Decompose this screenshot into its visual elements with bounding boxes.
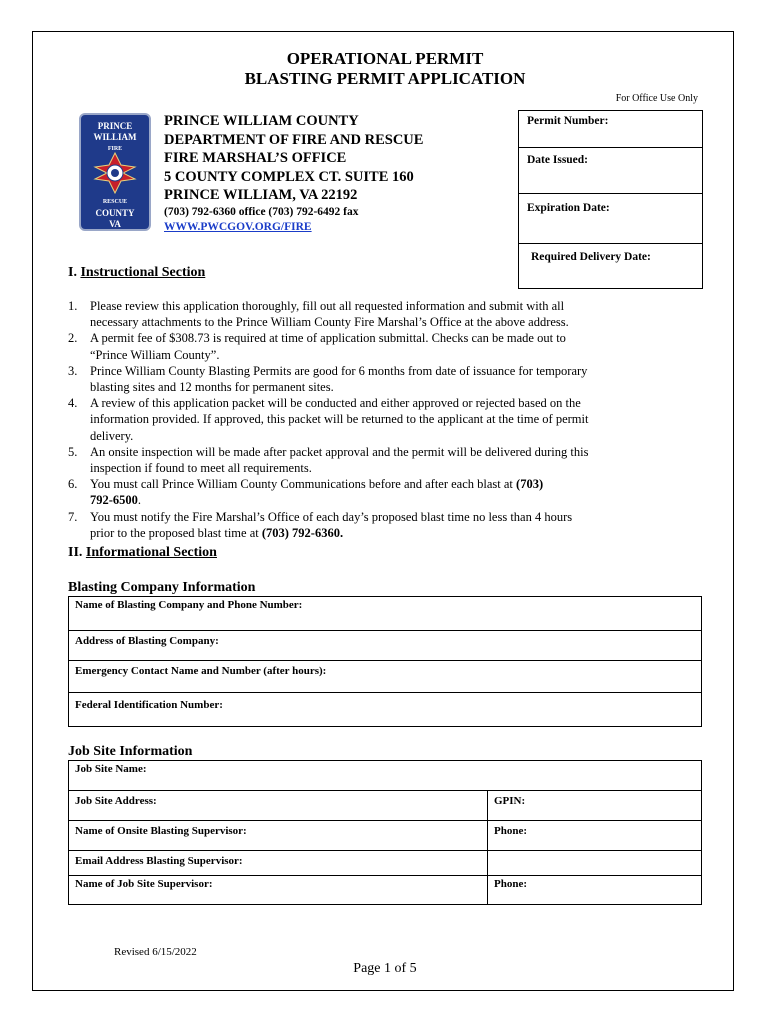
section-number: I.: [68, 265, 81, 280]
expiration-date-field[interactable]: Expiration Date:: [527, 202, 610, 214]
org-department: DEPARTMENT OF FIRE AND RESCUE: [164, 131, 424, 148]
org-contact: [164, 205, 359, 235]
divider: [519, 193, 702, 194]
item-text: A review of this application packet will be conducted and either approved or rejected based on the: [90, 396, 581, 411]
emergency-contact-field[interactable]: Emergency Contact Name and Number (after hours):: [69, 661, 702, 693]
item-text: information provided. If approved, this packet will be returned to the applicant at the time of permit: [90, 412, 589, 427]
onsite-supervisor-field[interactable]: Name of Onsite Blasting Supervisor:: [69, 821, 488, 851]
item-number: 4.: [68, 396, 78, 411]
item-text: An onsite inspection will be made after packet approval and the permit will be delivered during this: [90, 444, 589, 459]
list-item: [68, 395, 658, 444]
item-number: 5.: [68, 444, 78, 459]
jobsite-supervisor-phone-field[interactable]: Phone:: [488, 876, 702, 905]
item-text: “Prince William County”.: [90, 347, 220, 362]
item-text: delivery.: [90, 428, 134, 443]
jobsite-address-field[interactable]: Job Site Address:: [69, 791, 488, 821]
list-item: [68, 330, 658, 362]
logo-text-va: VA: [109, 219, 121, 229]
logo-text-county: COUNTY: [95, 208, 135, 218]
item-text: .: [137, 493, 142, 508]
company-info-table: [68, 596, 702, 727]
office-use-box: [518, 110, 703, 289]
logo-text-rescue: RESCUE: [102, 199, 128, 205]
item-text: You must call Prince William County Communications before and after each blast at: [90, 477, 517, 492]
list-item: [68, 509, 658, 541]
item-text: A permit fee of $308.73 is required at time of application submittal. Checks can be made out to: [90, 331, 566, 346]
org-office: FIRE MARSHAL’S OFFICE: [164, 150, 347, 166]
gpin-field[interactable]: GPIN:: [488, 791, 702, 821]
required-delivery-date-field[interactable]: Required Delivery Date:: [531, 251, 651, 263]
date-issued-field[interactable]: Date Issued:: [527, 154, 589, 166]
company-name-field[interactable]: Name of Blasting Company and Phone Number:: [69, 597, 702, 631]
federal-id-field[interactable]: Federal Identification Number:: [69, 693, 702, 727]
section-instructional-heading: [68, 265, 205, 281]
revision-date: Revised 6/15/2022: [114, 946, 197, 958]
jobsite-name-field[interactable]: Job Site Name:: [69, 761, 702, 791]
item-text: You must notify the Fire Marshal’s Office of each day’s proposed blast time no less than 4 hours: [90, 509, 573, 524]
phone-number: 792-6500: [90, 493, 138, 508]
divider: [519, 243, 702, 244]
logo-text-william: WILLIAM: [93, 132, 137, 142]
item-number: 7.: [68, 509, 78, 524]
empty-cell[interactable]: [488, 851, 702, 876]
item-number: 2.: [68, 331, 78, 346]
item-text: inspection if found to meet all requirements.: [90, 461, 312, 476]
logo-text-prince: PRINCE: [97, 121, 133, 131]
item-number: 6.: [68, 477, 78, 492]
section-title: Instructional Section: [80, 265, 206, 280]
section-number: II.: [68, 545, 86, 560]
org-street: 5 COUNTY COMPLEX CT. SUITE 160: [164, 168, 414, 185]
phone-number: (703) 792-6360.: [261, 525, 344, 540]
supervisor-phone-field[interactable]: Phone:: [488, 821, 702, 851]
instruction-list: [68, 298, 658, 541]
company-address-field[interactable]: Address of Blasting Company:: [69, 631, 702, 661]
list-item: [68, 476, 658, 508]
company-info-heading: Blasting Company Information: [68, 580, 256, 595]
org-city: PRINCE WILLIAM, VA 22192: [164, 187, 358, 203]
list-item: [68, 298, 658, 330]
item-text: necessary attachments to the Prince William County Fire Marshal’s Office at the above address.: [90, 315, 569, 330]
logo-text-fire: FIRE: [107, 146, 123, 152]
org-county: PRINCE WILLIAM COUNTY: [164, 113, 359, 129]
organization-address: [164, 112, 423, 205]
page-number: Page 1 of 5: [353, 961, 417, 976]
item-text: Please review this application thoroughly, fill out all requested information and submit with all: [90, 299, 565, 313]
supervisor-email-field[interactable]: Email Address Blasting Supervisor:: [69, 851, 488, 876]
item-number: 3.: [68, 363, 78, 378]
item-number: 1.: [68, 299, 78, 313]
form-title: OPERATIONAL PERMIT: [286, 49, 484, 68]
website-link[interactable]: WWW.PWCGOV.ORG/FIRE: [164, 221, 312, 233]
jobsite-info-table: [68, 760, 702, 905]
org-phones: (703) 792-6360 office (703) 792-6492 fax: [164, 206, 359, 218]
permit-number-field[interactable]: Permit Number:: [527, 115, 609, 127]
office-use-label: For Office Use Only: [615, 93, 698, 104]
jobsite-info-heading: Job Site Information: [68, 744, 193, 759]
section-informational-heading: [68, 545, 217, 561]
phone-number: (703): [516, 477, 544, 492]
divider: [519, 147, 702, 148]
form-subtitle: BLASTING PERMIT APPLICATION: [244, 69, 526, 88]
item-text: Prince William County Blasting Permits are good for 6 months from date of issuance for temporary: [90, 363, 588, 378]
section-title: Informational Section: [85, 545, 217, 560]
county-fire-logo: [79, 113, 151, 231]
list-item: [68, 444, 658, 476]
item-text: prior to the proposed blast time at: [90, 525, 262, 540]
list-item: [68, 363, 658, 395]
maltese-cross-icon: [93, 151, 137, 195]
jobsite-supervisor-field[interactable]: Name of Job Site Supervisor:: [69, 876, 488, 905]
item-text: blasting sites and 12 months for permanent sites.: [90, 380, 334, 395]
